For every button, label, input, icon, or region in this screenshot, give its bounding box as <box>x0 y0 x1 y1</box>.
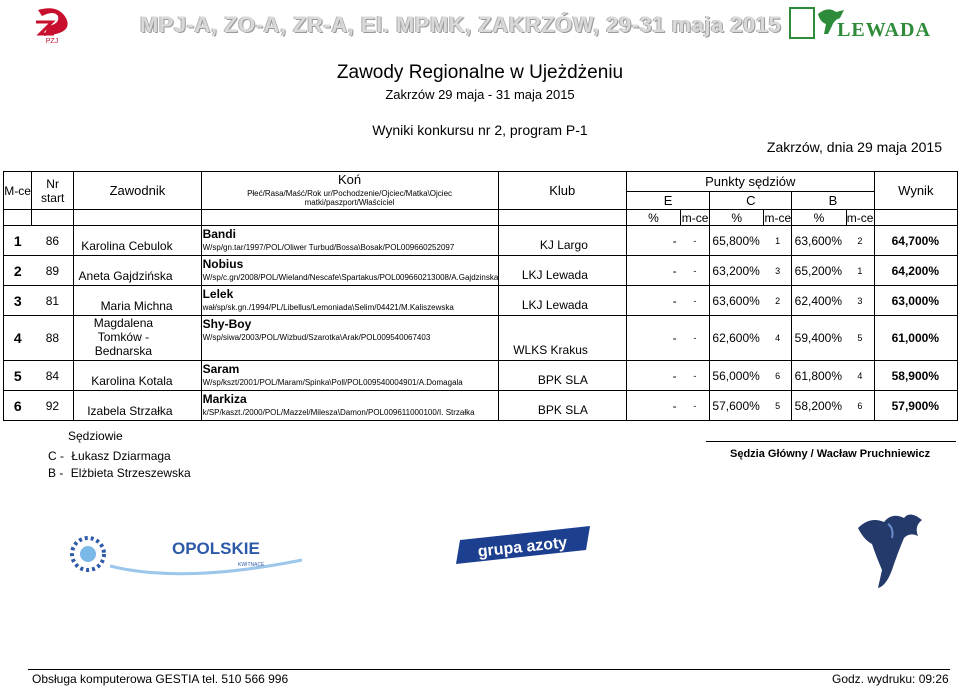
horse-description: k/SP/kaszt./2000/POL/Mazzel/Milesza\Damon/POL009611000100/I. Strzałka <box>202 408 475 417</box>
signature-divider <box>706 441 956 442</box>
club-cell: BPK SLA <box>498 361 626 391</box>
col-horse-subtitle: Płeć/Rasa/Maść/Rok ur/Pochodzenie/Ojciec/Matka\Ojciec matki/paszport/Właściciel <box>247 189 453 207</box>
place-cell: 1 <box>4 226 32 256</box>
rider-cell <box>74 316 201 361</box>
judge-e-mce: - <box>681 316 710 361</box>
footer-divider <box>28 669 950 670</box>
horse-cell <box>201 361 498 391</box>
pzj-logo-text: PZJ <box>45 38 59 44</box>
horse-emblem-logo <box>848 508 934 590</box>
contest-title: Wyniki konkursu nr 2, program P-1 <box>372 122 588 138</box>
judge-c-mce: 5 <box>764 391 792 421</box>
horse-cell <box>201 256 498 286</box>
judge-c-pct: 56,000% <box>710 361 764 391</box>
table-row <box>4 256 958 286</box>
judge-c-mce: 2 <box>764 286 792 316</box>
col-place-header: M-ce <box>4 172 32 210</box>
club-cell: BPK SLA <box>498 391 626 421</box>
rider-first-name: Magdalena <box>93 316 154 330</box>
b-pct-header: % <box>792 210 846 226</box>
rider-cell: Karolina Kotala <box>74 361 201 391</box>
c-pct-header: % <box>710 210 764 226</box>
start-number-cell: 86 <box>32 226 74 256</box>
footer-operator: Obsługa komputerowa GESTIA tel. 510 566 996 <box>32 672 289 686</box>
result-cell: 63,000% <box>874 286 957 316</box>
judge-b-pct: 62,400% <box>792 286 846 316</box>
horse-description: W/sp/siwa/2003/POL/Wizbud/Szarotka\Arak/POL009540067403 <box>202 333 431 342</box>
table-row <box>4 391 958 421</box>
rider-last-name: Tomków - Bednarska <box>94 330 153 358</box>
table-row <box>4 361 958 391</box>
e-mce-header: m-ce <box>681 210 709 225</box>
col-start-header <box>32 172 74 210</box>
judge-b-pct: 61,800% <box>792 361 846 391</box>
judge-e-mce: - <box>681 256 710 286</box>
b-mce-header: m-ce <box>846 210 874 225</box>
horse-name: Lelek <box>202 287 234 301</box>
horse-description: W/sp/c.gn/2008/POL/Wieland/Nescafe\Spartakus/POL009660213008/A.Gajdzinska <box>202 273 499 282</box>
horse-description: W/sp/kszt/2001/POL/Maram/Spinka\Poll/POL009540004901/A.Domagala <box>202 378 463 387</box>
horse-cell <box>201 316 498 361</box>
judge-e-pct: - <box>626 226 680 256</box>
judge-name: Elżbieta Strzeszewska <box>70 466 191 480</box>
col-start-line2: start <box>40 190 65 205</box>
horse-cell <box>201 391 498 421</box>
col-horse-header <box>201 172 498 210</box>
result-cell: 64,700% <box>874 226 957 256</box>
judge-c-pct: 57,600% <box>710 391 764 421</box>
result-cell: 61,000% <box>874 316 957 361</box>
place-cell: 4 <box>4 316 32 361</box>
header-banner <box>0 0 960 48</box>
opolskie-logo-subtext: KWITNĄCE <box>238 562 265 568</box>
judge-e-header: E <box>626 192 709 210</box>
judge-b-pct: 65,200% <box>792 256 846 286</box>
judge-b-mce: 2 <box>846 226 874 256</box>
start-number-cell: 81 <box>32 286 74 316</box>
club-cell: LKJ Lewada <box>498 286 626 316</box>
competition-title: Zawody Regionalne w Ujeżdżeniu <box>336 62 624 83</box>
judge-e-pct: - <box>626 256 680 286</box>
club-cell: LKJ Lewada <box>498 256 626 286</box>
result-cell: 57,900% <box>874 391 957 421</box>
lewada-logo <box>788 4 938 42</box>
col-club-header: Klub <box>498 172 626 210</box>
lewada-logo-text: LEWADA <box>837 19 931 41</box>
banner-title: MPJ-A, ZO-A, ZR-A, El. MPMK, ZAKRZÓW, 29-31 maja 2015 <box>140 12 782 37</box>
results-body <box>4 226 958 421</box>
judge-b-mce: 4 <box>846 361 874 391</box>
club-cell: WLKS Krakus <box>498 316 626 361</box>
judge-b-pct: 63,600% <box>792 226 846 256</box>
judge-b-mce: 3 <box>846 286 874 316</box>
place-cell: 6 <box>4 391 32 421</box>
judge-position: C - <box>48 449 64 463</box>
judge-c-header: C <box>710 192 792 210</box>
judge-b-pct: 58,200% <box>792 391 846 421</box>
start-number-cell: 89 <box>32 256 74 286</box>
club-cell: KJ Largo <box>498 226 626 256</box>
rider-cell: Maria Michna <box>74 286 201 316</box>
competition-dates: Zakrzów 29 maja - 31 maja 2015 <box>385 87 575 102</box>
footer-print-time: Godz. wydruku: 09:26 <box>832 672 949 686</box>
judge-e-mce: - <box>681 226 710 256</box>
results-table <box>3 171 958 421</box>
rider-cell: Karolina Cebulok <box>74 226 201 256</box>
grupa-azoty-logo-text: grupa azoty <box>476 534 569 561</box>
col-horse-title: Koń <box>337 172 362 187</box>
grupa-azoty-logo <box>450 520 600 570</box>
judge-b-pct: 59,400% <box>792 316 846 361</box>
judge-position: B - <box>48 466 64 480</box>
horse-cell <box>201 226 498 256</box>
judge-c-pct: 62,600% <box>710 316 764 361</box>
place-cell: 2 <box>4 256 32 286</box>
judge-e-mce: - <box>681 286 710 316</box>
opolskie-logo-text: OPOLSKIE <box>172 539 260 558</box>
judge-b-header: B <box>792 192 874 210</box>
judge-c-pct: 65,800% <box>710 226 764 256</box>
col-result-header: Wynik <box>874 172 957 210</box>
table-row <box>4 316 958 361</box>
start-number-cell: 88 <box>32 316 74 361</box>
rider-cell: Aneta Gajdzińska <box>74 256 201 286</box>
horse-name: Markiza <box>202 392 247 406</box>
judge-c-pct: 63,200% <box>710 256 764 286</box>
judge-e-pct: - <box>626 316 680 361</box>
judge-c-mce: 1 <box>764 226 792 256</box>
col-rider-header: Zawodnik <box>74 172 201 210</box>
horse-cell <box>201 286 498 316</box>
table-row <box>4 286 958 316</box>
judge-e-pct: - <box>626 361 680 391</box>
judge-c-pct: 63,600% <box>710 286 764 316</box>
judge-c-mce: 4 <box>764 316 792 361</box>
horse-name: Saram <box>202 362 240 376</box>
horse-description: W/sp/gn.tar/1997/POL/Oliwer Turbud/Bossa\Bosak/POL009660252097 <box>202 243 455 252</box>
horse-name: Nobius <box>202 257 244 271</box>
judge-b-mce: 5 <box>846 316 874 361</box>
judge-e-pct: - <box>626 286 680 316</box>
place-date: Zakrzów, dnia 29 maja 2015 <box>766 139 942 155</box>
judges-label: Sędziowie <box>68 429 123 443</box>
result-cell: 58,900% <box>874 361 957 391</box>
start-number-cell: 92 <box>32 391 74 421</box>
col-judges-header: Punkty sędziów <box>626 172 874 192</box>
judge-c-mce: 6 <box>764 361 792 391</box>
opolskie-logo <box>52 520 312 586</box>
horse-name: Bandi <box>202 227 236 241</box>
place-cell: 3 <box>4 286 32 316</box>
judge-name: Łukasz Dziarmaga <box>71 449 171 463</box>
horse-description: wał/sp/sk.gn./1994/PL/Libellus/Lemoniada\Selim/04421/M.Kaliszewska <box>202 303 454 312</box>
chief-judge: Sędzia Główny / Wacław Pruchniewicz <box>730 448 931 460</box>
judge-c-mce: 3 <box>764 256 792 286</box>
start-number-cell: 84 <box>32 361 74 391</box>
judge-entry <box>48 449 171 463</box>
rider-cell: Izabela Strzałka <box>74 391 201 421</box>
e-pct-header: % <box>626 210 680 226</box>
judge-b-mce: 6 <box>846 391 874 421</box>
judge-e-mce: - <box>681 391 710 421</box>
col-start-line1: Nr <box>46 176 59 191</box>
pzj-logo <box>28 4 76 44</box>
judge-b-mce: 1 <box>846 256 874 286</box>
judge-e-pct: - <box>626 391 680 421</box>
judge-e-mce: - <box>681 361 710 391</box>
table-row <box>4 226 958 256</box>
c-mce-header: m-ce <box>764 210 792 225</box>
place-cell: 5 <box>4 361 32 391</box>
horse-name: Shy-Boy <box>202 317 252 331</box>
result-cell: 64,200% <box>874 256 957 286</box>
judge-entry <box>48 466 191 480</box>
